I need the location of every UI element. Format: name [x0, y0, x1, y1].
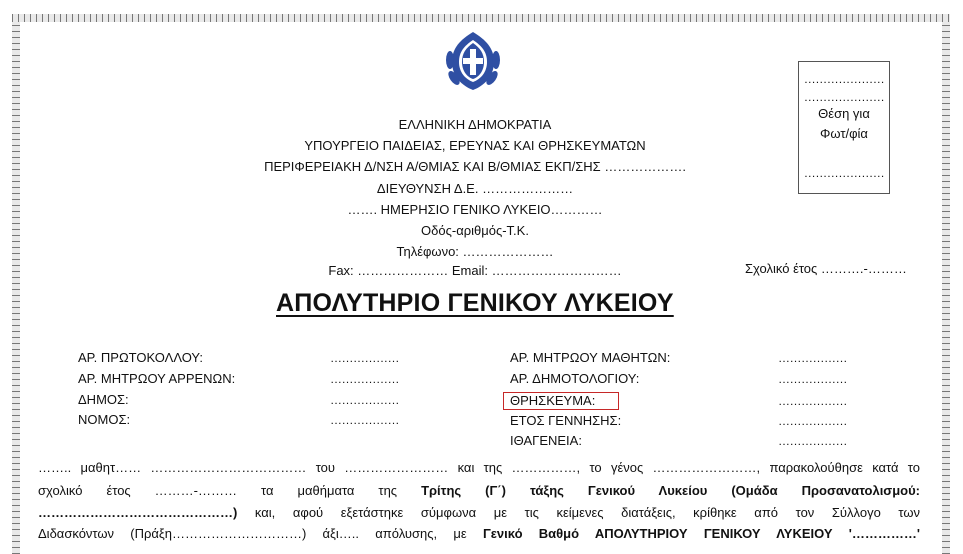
field-value-student-registry: ………………: [778, 351, 847, 365]
body-line-2: [38, 480, 920, 502]
photo-bottom-dots: …………………: [803, 166, 885, 180]
field-label-municipality: ΔΗΜΟΣ:: [78, 392, 129, 407]
header-country: ΕΛΛΗΝΙΚΗ ΔΗΜΟΚΡΑΤΙΑ: [398, 117, 552, 132]
field-value-prefecture: ………………: [330, 413, 399, 427]
header-directorate: ΔΙΕΥΘΥΝΣΗ Δ.Ε. …………………: [376, 181, 574, 196]
greek-emblem-icon: [442, 30, 504, 92]
photo-mid-dots: …………………: [803, 90, 885, 104]
photo-label-line2: Φωτ/φία: [820, 126, 868, 141]
body-line-2-bold: Τρίτης (Γ΄) τάξης Γενικού Λυκείου (Ομάδα Προσανατολισμού:: [421, 483, 920, 498]
field-label-religion: ΘΡΗΣΚΕΥΜΑ:: [510, 393, 596, 408]
header-regional: ΠΕΡΙΦΕΡΕΙΑΚΗ Δ/ΝΣΗ Α/ΘΜΙΑΣ ΚΑΙ Β/ΘΜΙΑΣ ΕΚΠ/ΣΗΣ ……………….: [264, 159, 686, 174]
body-line-1: …….. μαθητ…… ……………………………… του …………………… και της ……………, το γένος ……………………, παρακολούθησε κατά το: [38, 460, 920, 475]
body-line-3: [38, 502, 920, 524]
body-line-4-text: Διδασκόντων (Πράξη…………………………) άξι….. απόλυσης, με: [38, 526, 483, 541]
field-value-religion: ………………: [778, 394, 847, 408]
border-left: [12, 22, 20, 554]
field-label-male-registry: ΑΡ. ΜΗΤΡΩΟΥ ΑΡΡΕΝΩΝ:: [78, 371, 236, 386]
photo-top-dots: …………………: [803, 72, 885, 86]
header-address: Οδός-αριθμός-Τ.Κ.: [421, 223, 529, 238]
field-value-birth-year: ………………: [778, 414, 847, 428]
header-fax-email: Fax: ………………… Email: …………………………: [328, 263, 622, 278]
field-label-nationality: ΙΘΑΓΕΝΕΙΑ:: [510, 433, 582, 448]
header-school: ……. ΗΜΕΡΗΣΙΟ ΓΕΝΙΚΟ ΛΥΚΕΙΟ…………: [347, 202, 603, 217]
body-line-3-text: και, αφού εξετάστηκε σύμφωνα με τις κείμενες διατάξεις, κρίθηκε από τον Σύλλογο των: [237, 505, 920, 520]
field-value-protocol: ………………: [330, 351, 399, 365]
certificate-title: ΑΠΟΛΥΤΗΡΙΟ ΓΕΝΙΚΟΥ ΛΥΚΕΙΟΥ: [276, 289, 674, 317]
body-line-2-text: σχολικό έτος ………-……… τα μαθήματα της: [38, 483, 422, 498]
header-ministry: ΥΠΟΥΡΓΕΙΟ ΠΑΙΔΕΙΑΣ, ΕΡΕΥΝΑΣ ΚΑΙ ΘΡΗΣΚΕΥΜΑΤΩΝ: [304, 138, 646, 153]
field-value-municipality: ………………: [330, 393, 399, 407]
field-label-municipal-roll: ΑΡ. ΔΗΜΟΤΟΛΟΓΙΟΥ:: [510, 371, 640, 386]
field-label-birth-year: ΕΤΟΣ ΓΕΝΝΗΣΗΣ:: [510, 413, 622, 428]
school-year: Σχολικό έτος ……….-………: [745, 261, 907, 276]
field-value-nationality: ………………: [778, 434, 847, 448]
header-phone: Τηλέφωνο: …………………: [396, 244, 554, 259]
photo-label-line1: Θέση για: [818, 106, 870, 121]
field-value-municipal-roll: ………………: [778, 372, 847, 386]
field-label-prefecture: ΝΟΜΟΣ:: [78, 412, 131, 427]
photo-placeholder: [798, 61, 890, 194]
body-line-4-bold: Γενικό Βαθμό ΑΠΟΛΥΤΗΡΙΟΥ ΓΕΝΙΚΟΥ ΛΥΚΕΙΟΥ '……………': [482, 526, 920, 541]
body-line-4: [38, 523, 920, 545]
field-label-protocol: ΑΡ. ΠΡΩΤΟΚΟΛΛΟΥ:: [78, 350, 203, 365]
field-label-student-registry: ΑΡ. ΜΗΤΡΩΟΥ ΜΑΘΗΤΩΝ:: [510, 350, 671, 365]
field-value-male-registry: ………………: [330, 372, 399, 386]
border-right: [942, 22, 950, 554]
body-line-3-bold: ………………………………………): [38, 505, 238, 520]
